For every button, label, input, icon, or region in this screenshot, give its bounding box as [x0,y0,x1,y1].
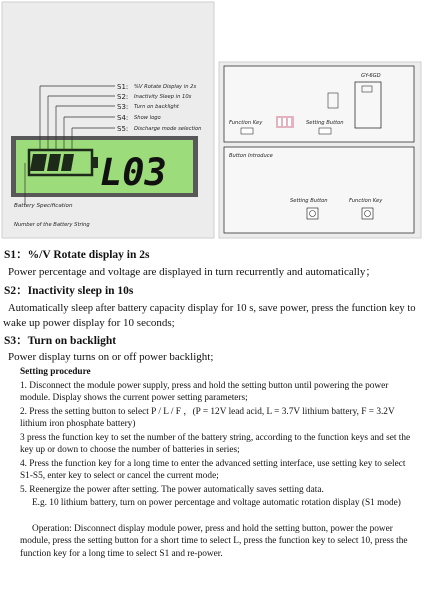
procedure-step-5: 5. Reenergize the power after setting. The power automatically saves setting data. [20,485,324,495]
battery-spec-label: Battery Specification [14,203,73,209]
function-push-button[interactable] [362,208,373,219]
svg-text:S5:: S5: [117,125,129,133]
svg-text:Discharge mode selection: Discharge mode selection [134,126,202,132]
setting-button-label: Setting Button [306,120,344,126]
function-key-label: Function Key [229,120,263,126]
model-label: GY-6GD [361,73,381,79]
procedure-step-1: 1. Disconnect the module power supply, press and hold the setting button until powering the power module. Display shows the current power setting parameters; [20,381,389,404]
lcd-reading: L03 [100,151,167,194]
button-introduce-label: Button Introduce [229,153,273,159]
function-key-switch[interactable] [241,128,253,134]
procedure-title: Setting procedure [20,367,91,377]
battery-string-label: Number of the Battery String [14,222,90,228]
procedure-step-4: 4. Press the function key for a long time to enter the advanced setting interface, use setting key to select S1-S5, enter key to select or cancel the current mode; [20,459,406,482]
s1-body: Power percentage and voltage are displayed in turn recurrently and automatically； [8,266,377,278]
procedure-step-2: 2. Press the setting button to select P / L / F ，(P = 12V lead acid, L = 3.7V lithium battery, F = 3.2V lithium iron phosphate battery) [20,407,395,430]
svg-text:Turn on backlight: Turn on backlight [134,104,179,110]
svg-text:S1:: S1: [117,83,129,91]
setting-push-button[interactable] [307,208,318,219]
svg-text:Inactivity Sleep in 10s: Inactivity Sleep in 10s [134,94,192,100]
pcb-bottom-board [224,147,414,233]
svg-text:S3:: S3: [117,103,129,111]
procedure-step-3: 3 press the function key to set the number of the battery string, according to the function keys and set the key up or down to choose the number of batteries in series; [20,433,411,456]
svg-text:S2:: S2: [117,93,129,101]
setting-button-label-2: Setting Button [290,198,328,204]
s1-title: S1：%/V Rotate display in 2s [4,249,150,261]
setting-button-switch[interactable] [319,128,331,134]
svg-text:S4:: S4: [117,114,129,122]
s3-body: Power display turns on or off power backlight; [8,351,214,363]
svg-text:%V Rotate Display in 2s: %V Rotate Display in 2s [134,84,197,90]
s2-body-2: wake up power display for 10 seconds; [3,317,175,329]
pink-connector [276,116,294,128]
svg-text:Show logo: Show logo [134,115,161,121]
procedure-example: E.g. 10 lithium battery, turn on power percentage and voltage automatic rotation display (S1 mode) [32,498,401,508]
s3-title: S3：Turn on backlight [4,335,117,347]
product-diagram [0,0,424,243]
s2-title: S2：Inactivity sleep in 10s [4,285,134,297]
procedure-operation: Operation: Disconnect display module power, press and hold the setting button, power the power module, press the setting button for a short time to select L, press the function key to select 10, press the function key for a long time to select S1 and re-power. [20,524,408,559]
function-key-label-2: Function Key [349,198,383,204]
s2-body-1: Automatically sleep after battery capacity display for 10 s, save power, press the function key to [8,303,416,314]
